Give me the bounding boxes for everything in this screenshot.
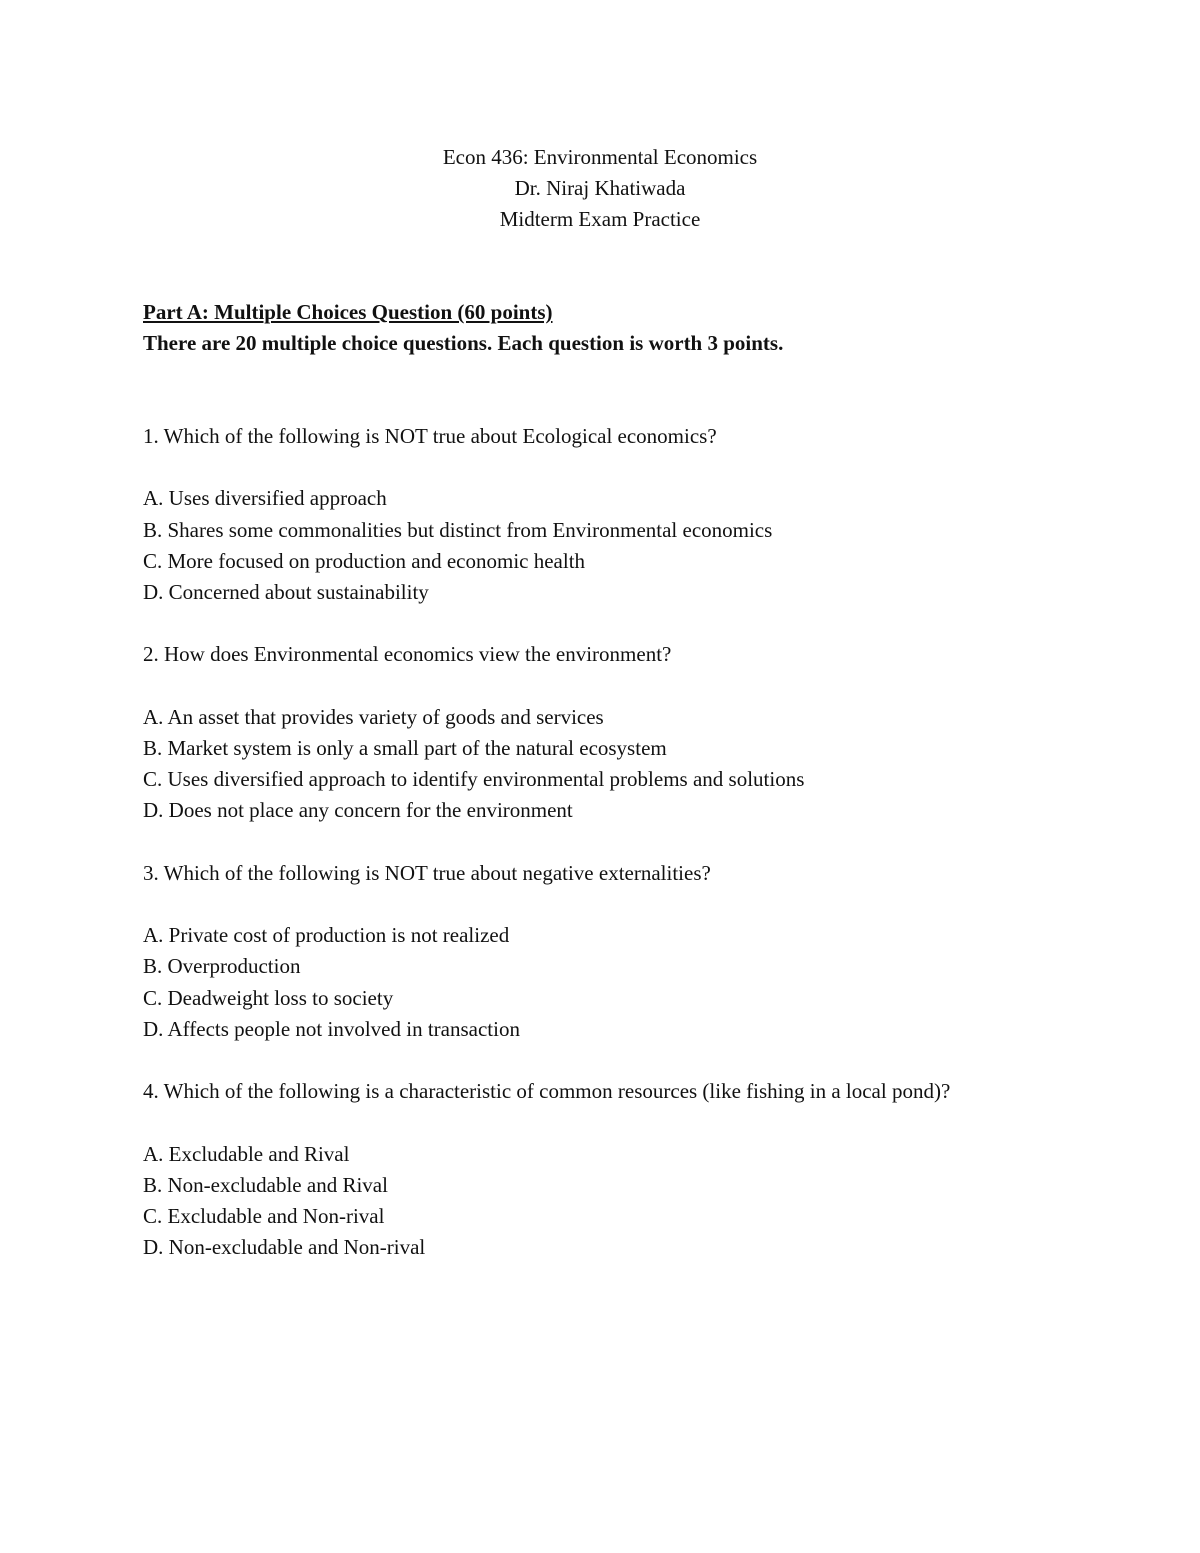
answer-option-c: C. Uses diversified approach to identify environmental problems and solutions xyxy=(143,767,805,792)
question-text: 1. Which of the following is NOT true about Ecological economics? xyxy=(143,424,717,448)
question-text: 4. Which of the following is a characteristic of common resources (like fishing in a local pond)? xyxy=(143,1079,951,1104)
answer-option-c: C. Excludable and Non-rival xyxy=(143,1203,385,1228)
question-list xyxy=(143,421,950,1295)
answer-option-a: A. Private cost of production is not realized xyxy=(143,923,510,948)
part-a-title: Part A: Multiple Choices Question (60 points) xyxy=(143,300,553,324)
answer-option-b: B. Overproduction xyxy=(143,954,301,979)
document-header xyxy=(0,142,1200,235)
answer-option-b: B. Non-excludable and Rival xyxy=(143,1172,388,1197)
answer-option-c: C. Deadweight loss to society xyxy=(143,985,394,1010)
answer-option-d: D. Concerned about sustainability xyxy=(143,580,429,604)
part-a-section xyxy=(143,297,783,359)
answer-option-b: B. Market system is only a small part of the natural ecosystem xyxy=(143,735,667,760)
answer-option-d: D. Does not place any concern for the environment xyxy=(143,798,573,823)
answer-option-c: C. More focused on production and economic health xyxy=(143,548,586,573)
answer-option-a: A. Uses diversified approach xyxy=(143,486,387,511)
answer-option-a: A. An asset that provides variety of goods and services xyxy=(143,704,604,729)
question-2 xyxy=(143,639,950,826)
answer-option-d: D. Affects people not involved in transaction xyxy=(143,1016,520,1041)
question-3 xyxy=(143,858,950,1045)
course-title: Econ 436: Environmental Economics xyxy=(442,145,758,169)
instructor-name: Dr. Niraj Khatiwada xyxy=(514,176,686,200)
question-1 xyxy=(143,421,950,608)
answer-option-a: A. Excludable and Rival xyxy=(143,1141,350,1166)
question-4 xyxy=(143,1076,950,1263)
answer-option-b: B. Shares some commonalities but distinct from Environmental economics xyxy=(143,517,773,542)
part-a-instructions: There are 20 multiple choice questions. Each question is worth 3 points. xyxy=(143,331,784,355)
question-text: 2. How does Environmental economics view the environment? xyxy=(143,642,672,667)
exam-title: Midterm Exam Practice xyxy=(499,207,701,231)
answer-option-d: D. Non-excludable and Non-rival xyxy=(143,1235,426,1260)
question-text: 3. Which of the following is NOT true about negative externalities? xyxy=(143,860,711,885)
